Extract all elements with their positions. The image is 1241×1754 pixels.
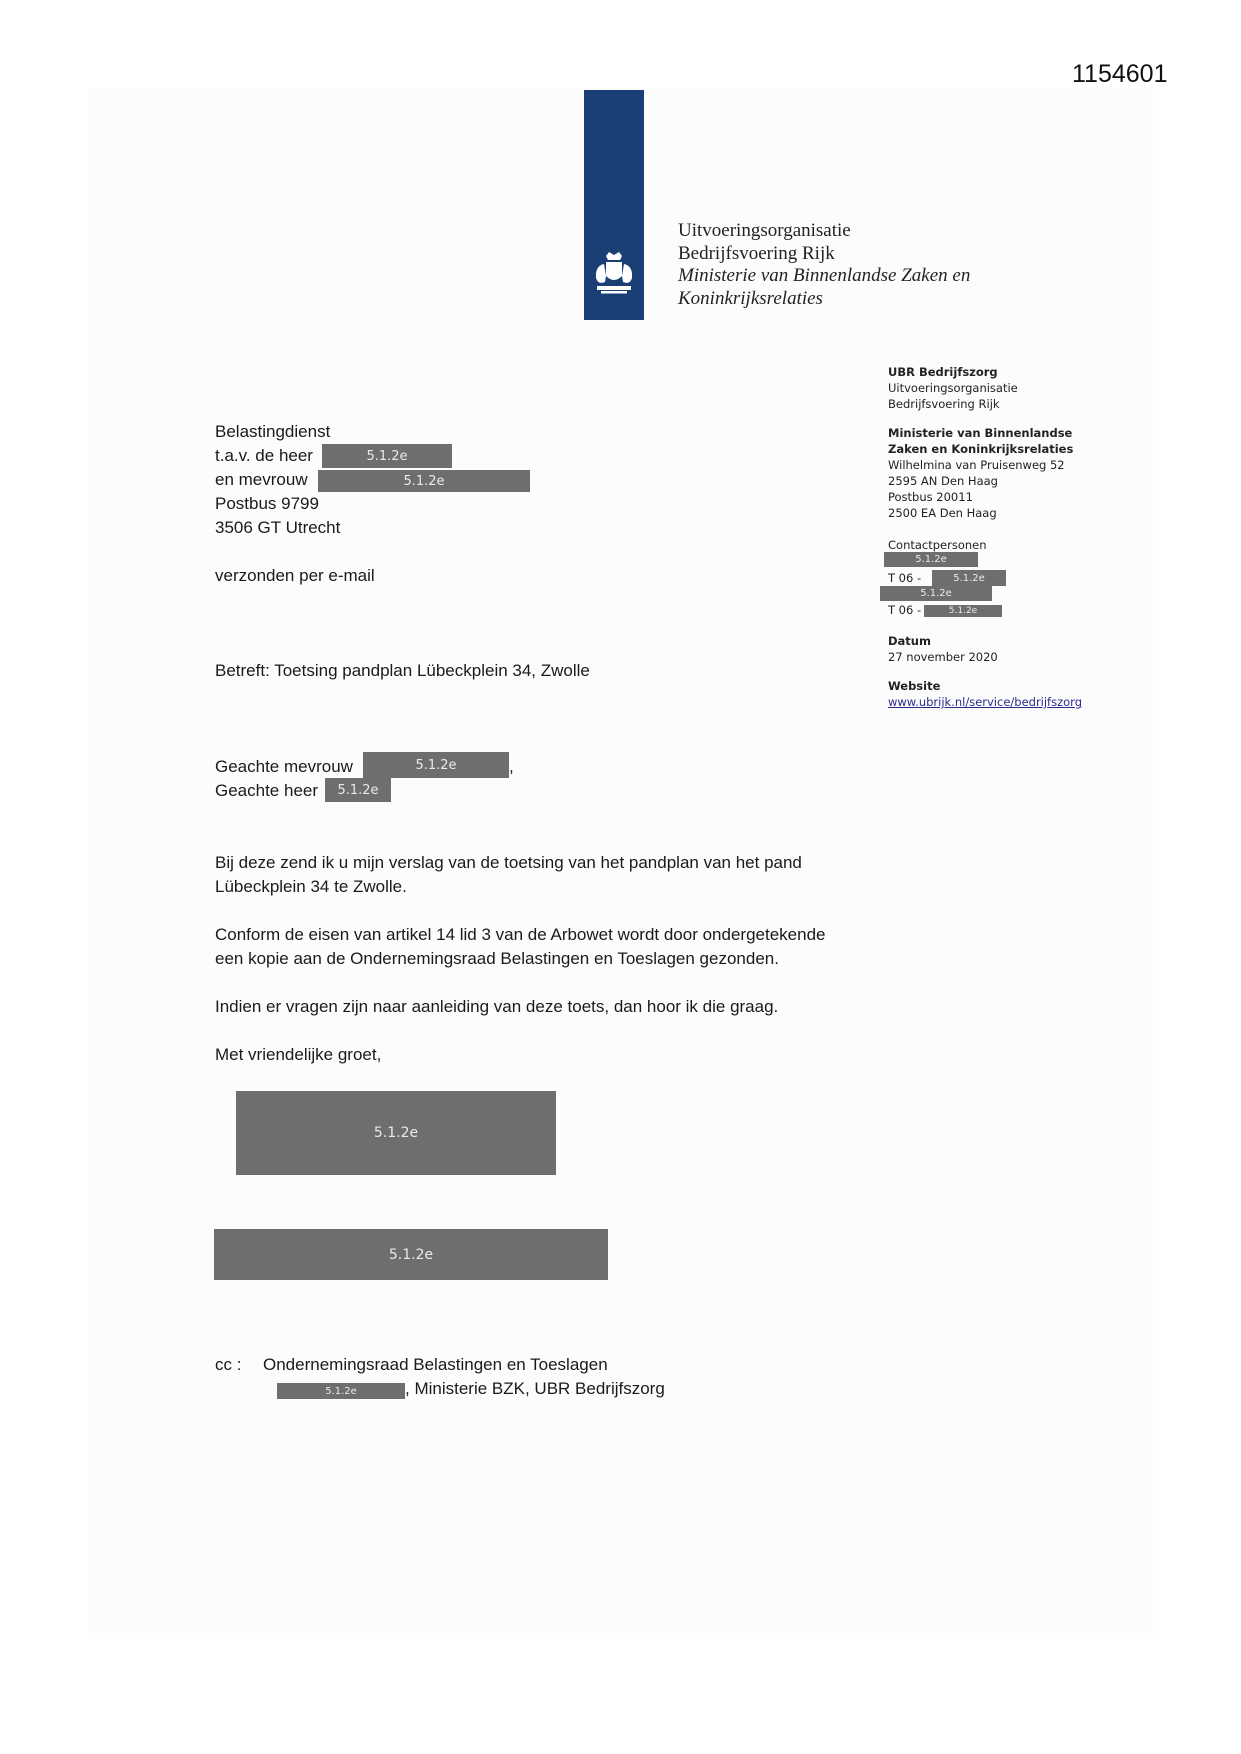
recipient-line-3: en mevrouw	[215, 470, 308, 489]
body-p1-line-1: Bij deze zend ik u mijn verslag van de toetsing van het pandplan van het pand	[215, 853, 802, 872]
redaction-salutation-2: 5.1.2e	[325, 778, 391, 802]
recipient-line-1: Belastingdienst	[215, 422, 331, 441]
ministry-heading-1: Ministerie van Binnenlandse	[888, 426, 1073, 440]
phone-2-prefix: T 06 -	[888, 603, 922, 617]
ubr-heading: UBR Bedrijfszorg	[888, 365, 998, 379]
body-p1-line-2: Lübeckplein 34 te Zwolle.	[215, 877, 407, 896]
ubr-line-2: Bedrijfsvoering Rijk	[888, 397, 1000, 411]
body-p2-line-2: een kopie aan de Ondernemingsraad Belastingen en Toeslagen gezonden.	[215, 949, 779, 968]
body-p3: Indien er vragen zijn naar aanleiding van deze toets, dan hoor ik die graag.	[215, 997, 779, 1016]
ministry-heading-2: Zaken en Koninkrijksrelaties	[888, 442, 1074, 456]
redaction-recipient-1: 5.1.2e	[322, 444, 452, 468]
org-line-1: Uitvoeringsorganisatie	[678, 220, 851, 241]
redaction-contact-1: 5.1.2e	[884, 552, 978, 567]
redaction-salutation-1: 5.1.2e	[363, 752, 509, 778]
recipient-line-5: 3506 GT Utrecht	[215, 518, 341, 537]
cc-label: cc :	[215, 1355, 242, 1374]
document-number: 1154601	[1072, 60, 1168, 88]
phone-1-prefix: T 06 -	[888, 571, 922, 585]
salutation-line-2: Geachte heer	[215, 781, 319, 800]
redaction-signature: 5.1.2e	[236, 1091, 556, 1175]
org-line-4: Koninkrijksrelaties	[678, 287, 823, 309]
redaction-phone-1: 5.1.2e	[932, 570, 1006, 586]
sidebar-website	[888, 678, 1082, 710]
body-p2-line-1: Conform de eisen van artikel 14 lid 3 van de Arbowet wordt door ondergetekende	[215, 925, 826, 944]
recipient-line-2: t.a.v. de heer	[215, 446, 313, 465]
sidebar-date	[888, 633, 998, 665]
cc-line-1: Ondernemingsraad Belastingen en Toeslagen	[263, 1355, 608, 1374]
date-heading: Datum	[888, 634, 931, 648]
redaction-contact-2: 5.1.2e	[880, 586, 992, 601]
address-line-2: 2595 AN Den Haag	[888, 474, 998, 488]
date-value: 27 november 2020	[888, 650, 998, 664]
redaction-phone-2: 5.1.2e	[924, 605, 1002, 617]
organisation-name	[678, 220, 970, 310]
contacts-heading: Contactpersonen	[888, 538, 987, 552]
sidebar-ministry	[888, 425, 1073, 521]
coat-of-arms-icon	[589, 250, 639, 300]
closing: Met vriendelijke groet,	[215, 1045, 382, 1064]
redaction-sender-name: 5.1.2e	[214, 1229, 608, 1280]
org-line-3: Ministerie van Binnenlandse Zaken en	[678, 265, 971, 286]
website-heading: Website	[888, 679, 941, 693]
redaction-cc: 5.1.2e	[277, 1383, 405, 1399]
salutation-comma: ,	[509, 757, 514, 776]
website-link[interactable]: www.ubrijk.nl/service/bedrijfszorg	[888, 695, 1082, 709]
address-line-1: Wilhelmina van Pruisenweg 52	[888, 458, 1065, 472]
cc-line-2: , Ministerie BZK, UBR Bedrijfszorg	[405, 1379, 665, 1398]
org-line-2: Bedrijfsvoering Rijk	[678, 242, 835, 264]
address-line-3: Postbus 20011	[888, 490, 973, 504]
sidebar-ubr	[888, 364, 1018, 412]
subject-line: Betreft: Toetsing pandplan Lübeckplein 34, Zwolle	[215, 661, 590, 680]
delivery-note: verzonden per e-mail	[215, 566, 375, 585]
redaction-recipient-2: 5.1.2e	[318, 470, 530, 492]
ubr-line-1: Uitvoeringsorganisatie	[888, 381, 1018, 395]
address-line-4: 2500 EA Den Haag	[888, 506, 997, 520]
salutation-line-1: Geachte mevrouw	[215, 757, 353, 776]
recipient-line-4: Postbus 9799	[215, 494, 319, 513]
